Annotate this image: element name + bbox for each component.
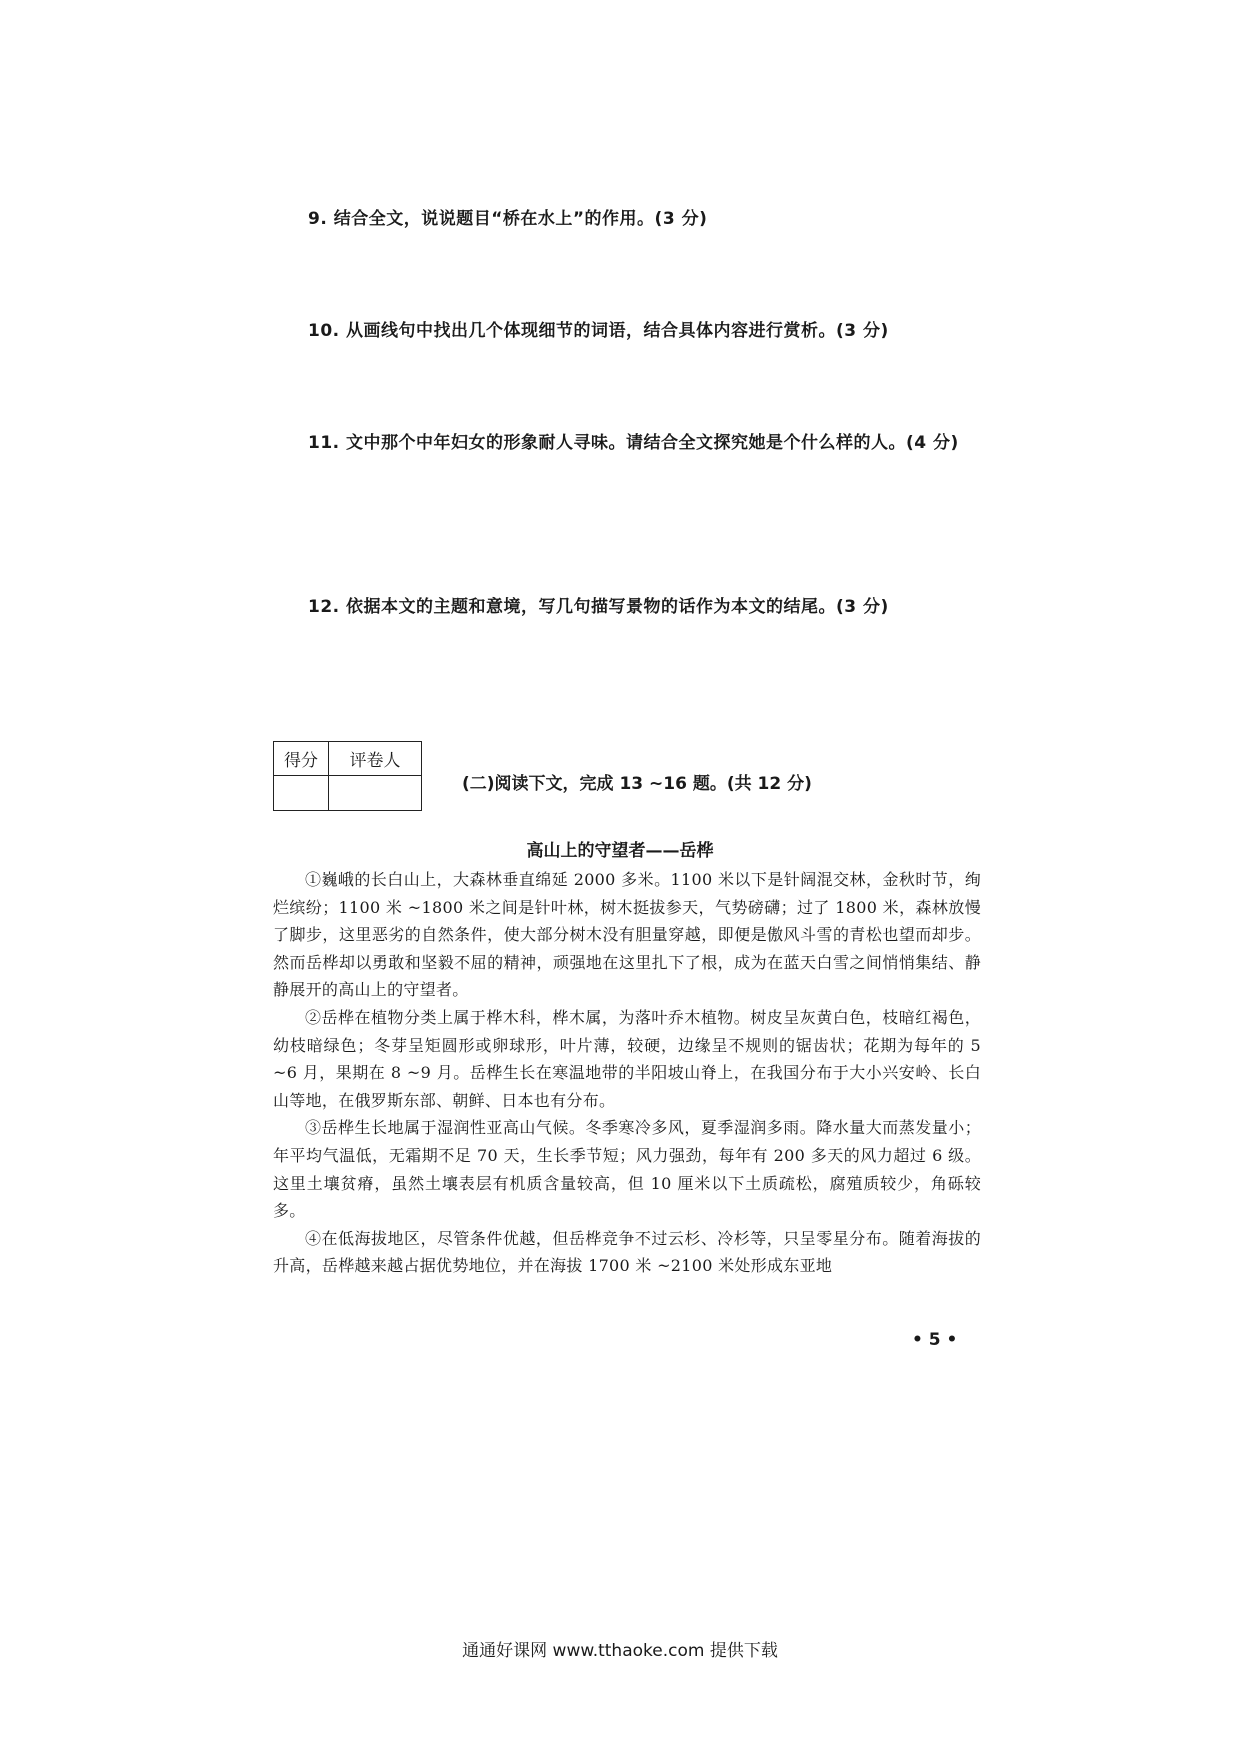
footer-text: 通通好课网 www.tthaoke.com 提供下载 bbox=[462, 1641, 778, 1661]
article-paragraph-2: ②岳桦在植物分类上属于桦木科，桦木属，为落叶乔木植物。树皮呈灰黄白色，枝暗红褐色，幼枝暗绿色；冬芽呈矩圆形或卵球形，叶片薄，较硬，边缘呈不规则的锯齿状；花期为每年的 5 ~6 月，果期在 8 ~9 月。岳桦生长在寒温地带的半阳坡山脊上，在我国分布于大小兴安岭、长白山等地，在俄罗斯东部、朝鲜、日本也有分布。 bbox=[273, 1007, 981, 1110]
section-heading: (二)阅读下文，完成 13 ~16 题。(共 12 分) bbox=[462, 774, 812, 794]
article-paragraph-3: ③岳桦生长地属于湿润性亚高山气候。冬季寒冷多风，夏季湿润多雨。降水量大而蒸发量小；年平均气温低，无霜期不足 70 天，生长季节短；风力强劲，每年有 200 多天的风力超过 6 级。这里土壤贫瘠，虽然土壤表层有机质含量较高，但 10 厘米以下土质疏松，腐殖质较少，角砾较多。 bbox=[273, 1118, 981, 1221]
score-header: 得分 bbox=[274, 742, 329, 776]
grader-cell[interactable] bbox=[329, 776, 422, 811]
question-9: 9. 结合全文，说说题目“桥在水上”的作用。(3 分) bbox=[308, 209, 708, 229]
score-cell[interactable] bbox=[274, 776, 329, 811]
article-body bbox=[273, 866, 981, 1280]
question-11: 11. 文中那个中年妇女的形象耐人寻味。请结合全文探究她是个什么样的人。(4 分) bbox=[308, 433, 959, 453]
grader-header: 评卷人 bbox=[329, 742, 422, 776]
article-paragraph-1: ①巍峨的长白山上，大森林垂直绵延 2000 多米。1100 米以下是针阔混交林，金秋时节，绚烂缤纷；1100 米 ~1800 米之间是针叶林，树木挺拔参天，气势磅礴；过了 1800 米，森林放慢了脚步，这里恶劣的自然条件，使大部分树木没有胆量穿越，即便是傲风斗雪的青松也望而却步。然而岳桦却以勇敢和坚毅不屈的精神，顽强地在这里扎下了根，成为在蓝天白雪之间悄悄集结、静静展开的高山上的守望者。 bbox=[273, 870, 981, 1000]
question-10: 10. 从画线句中找出几个体现细节的词语，结合具体内容进行赏析。(3 分) bbox=[308, 321, 889, 341]
article-paragraph-4: ④在低海拔地区，尽管条件优越，但岳桦竞争不过云杉、冷杉等，只呈零星分布。随着海拔的升高，岳桦越来越占据优势地位，并在海拔 1700 米 ~2100 米处形成东亚地 bbox=[273, 1228, 981, 1276]
article-title: 高山上的守望者——岳桦 bbox=[526, 841, 714, 861]
page-number: • 5 • bbox=[912, 1330, 958, 1350]
score-table bbox=[273, 741, 422, 811]
question-12: 12. 依据本文的主题和意境，写几句描写景物的话作为本文的结尾。(3 分) bbox=[308, 597, 889, 617]
